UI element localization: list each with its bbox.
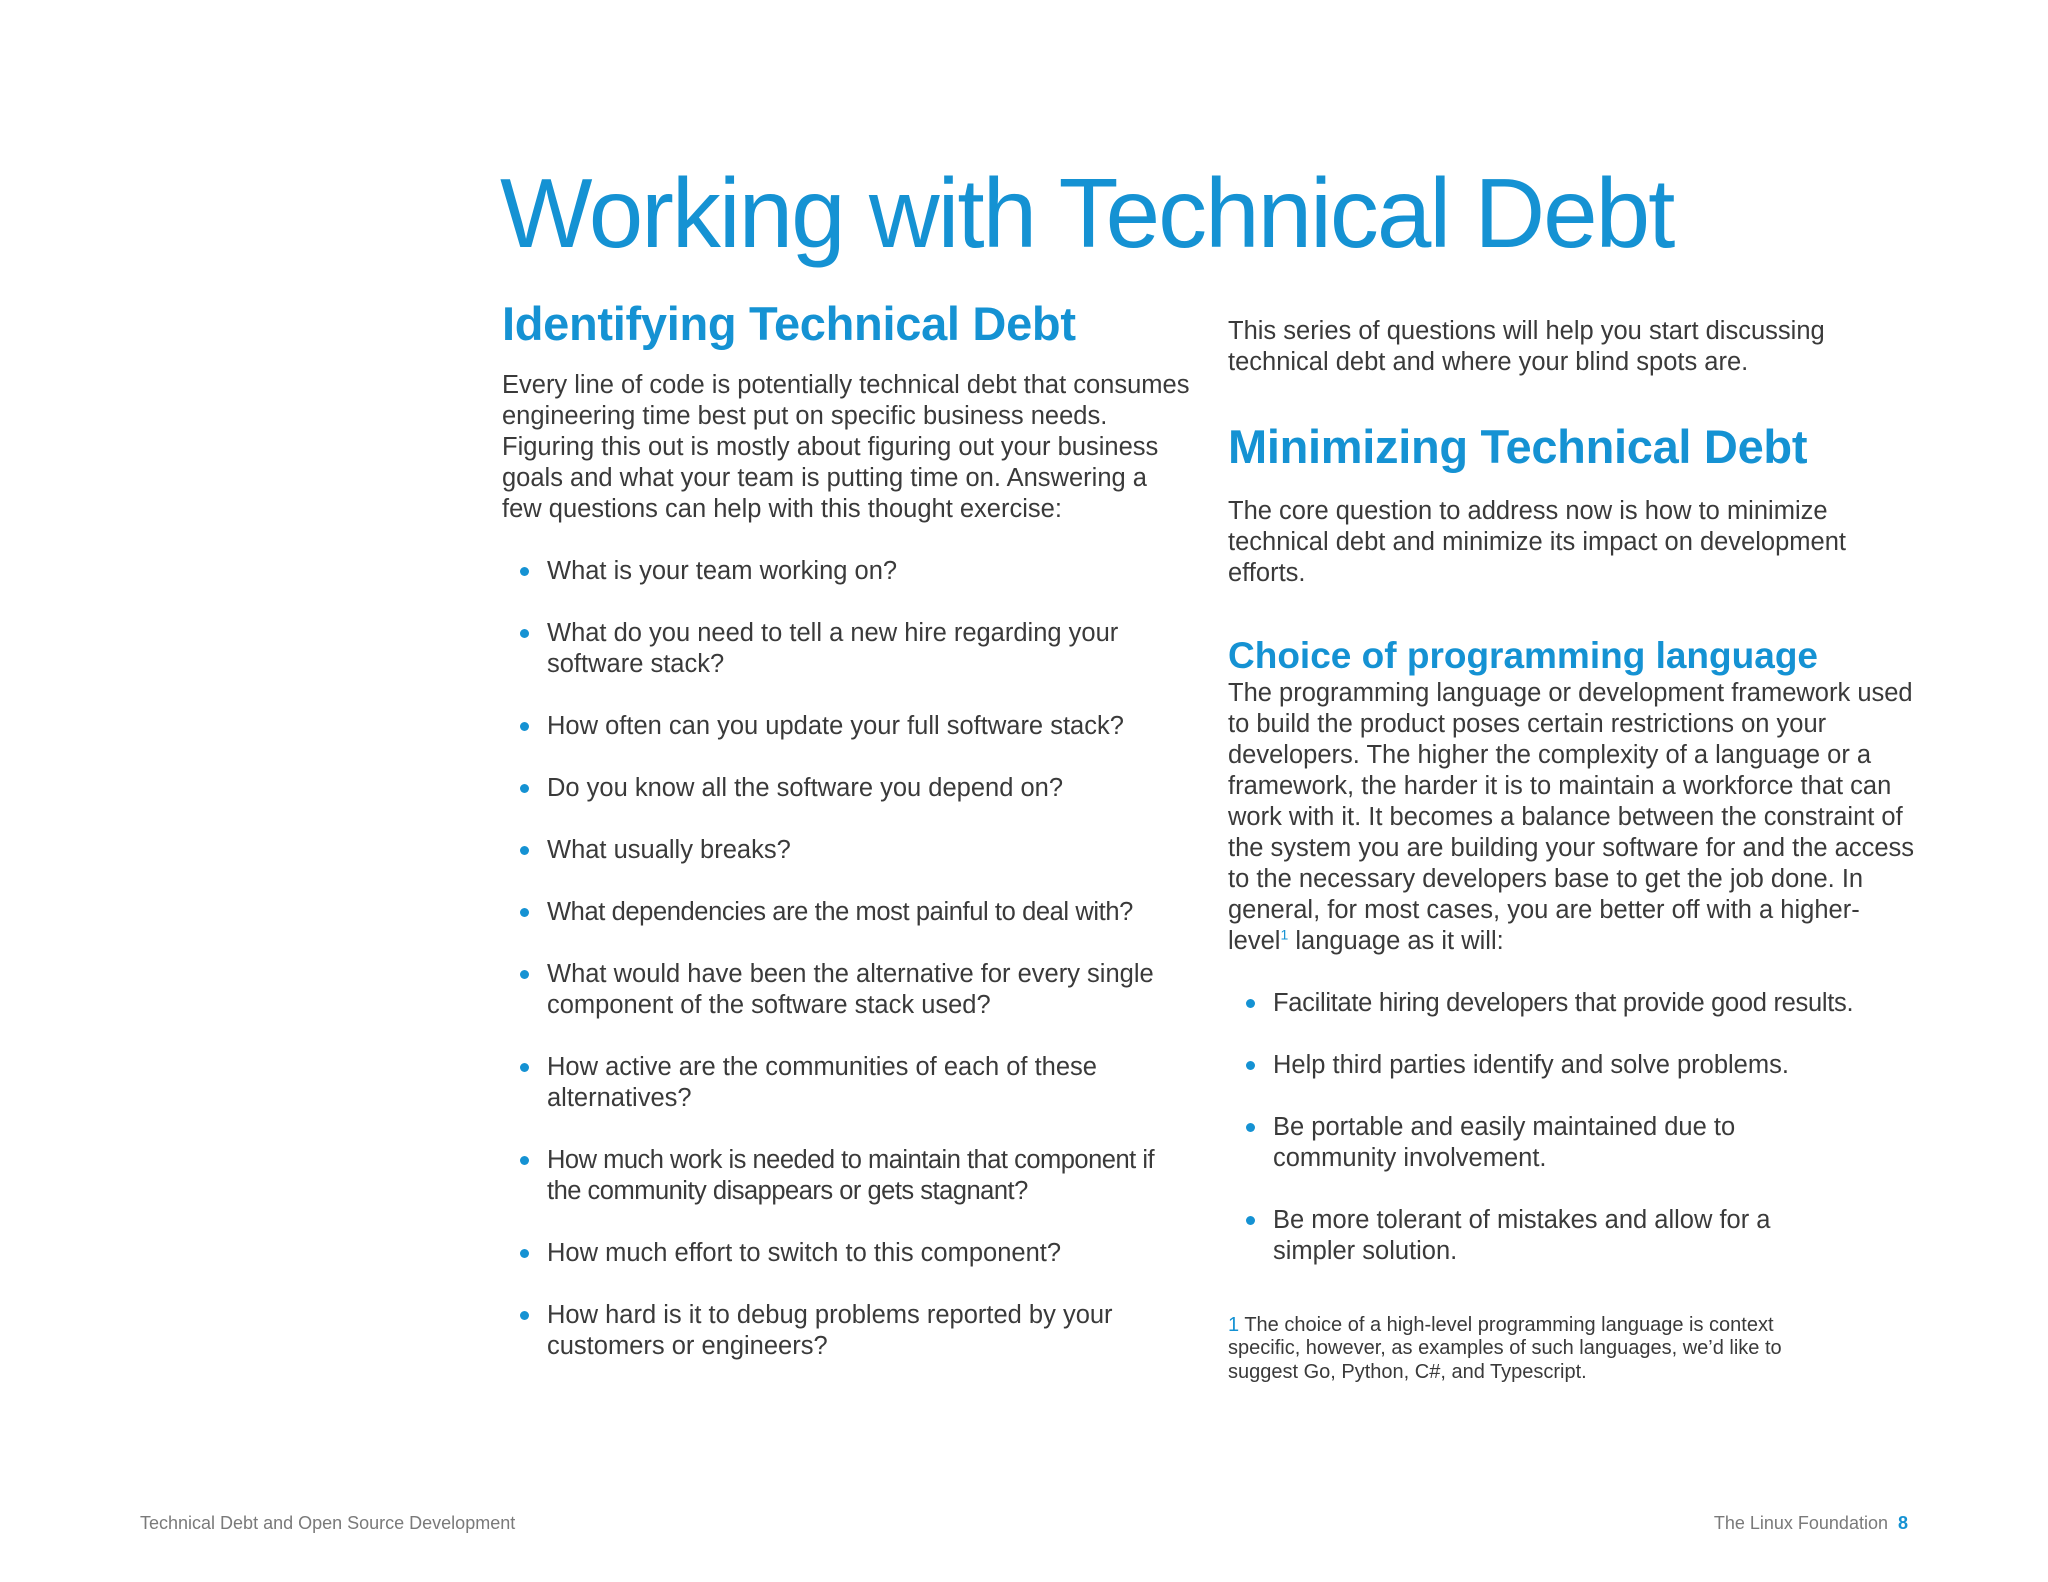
list-item	[502, 1145, 1192, 1207]
list-item-text: Facilitate hiring developers that provide good results.	[1273, 988, 1854, 1017]
benefit-list	[1228, 988, 1918, 1267]
list-item-text: How much effort to switch to this component?	[547, 1239, 1062, 1268]
list-item	[1228, 1050, 1918, 1081]
list-item	[1228, 1205, 1918, 1267]
language-paragraph-text: The programming language or development framework used to build the product poses certain restrictions on your developers. The higher the complexity of a language or a framework, the harder it is to maintain a workforce that can work with it. It becomes a balance between the constraint of the system you are building your software for and the access to the necessary developers base to get the job done. In general, for most cases, you are better off with a higher-level	[1228, 678, 1915, 955]
footnote	[1228, 1314, 1848, 1385]
footer-publisher	[1714, 1513, 1908, 1534]
footer-publisher-name: The Linux Foundation	[1713, 1513, 1888, 1533]
list-item-text: How much work is needed to maintain that component if the community disappears or gets stagnant?	[547, 1146, 1155, 1206]
bullet-icon	[520, 1311, 529, 1320]
language-paragraph	[1228, 678, 1918, 957]
list-item	[502, 618, 1192, 680]
list-item	[502, 556, 1192, 587]
right-column	[1228, 316, 1918, 1384]
list-item	[1228, 988, 1918, 1019]
bullet-icon	[520, 784, 529, 793]
list-item-text: What dependencies are the most painful to deal with?	[547, 898, 1133, 927]
left-column	[502, 296, 1192, 1362]
question-list	[502, 556, 1192, 1362]
bullet-icon	[520, 567, 529, 576]
questions-intro: This series of questions will help you start discussing technical debt and where your blind spots are.	[1228, 317, 1825, 376]
identifying-heading: Identifying Technical Debt	[502, 297, 1076, 350]
bullet-icon	[1246, 1123, 1255, 1132]
bullet-icon	[520, 908, 529, 917]
bullet-icon	[520, 970, 529, 979]
list-item-text: What usually breaks?	[547, 836, 791, 865]
page-title: Working with Technical Debt	[500, 158, 1674, 268]
list-item-text: How often can you update your full software stack?	[547, 712, 1124, 741]
bullet-icon	[1246, 1061, 1255, 1070]
footer-document-title: Technical Debt and Open Source Development	[140, 1513, 516, 1533]
footnote-reference[interactable]: 1	[1280, 926, 1289, 943]
list-item-text: Help third parties identify and solve problems.	[1273, 1050, 1789, 1079]
list-item-text: Be more tolerant of mistakes and allow for a simpler solution.	[1273, 1205, 1771, 1265]
list-item	[502, 711, 1192, 742]
page-number: 8	[1897, 1513, 1908, 1533]
bullet-icon	[520, 846, 529, 855]
bullet-icon	[520, 722, 529, 731]
bullet-icon	[1246, 999, 1255, 1008]
list-item-text: Do you know all the software you depend on?	[547, 774, 1064, 803]
list-item	[502, 959, 1192, 1021]
language-paragraph-end: language as it will:	[1295, 926, 1504, 955]
bullet-icon	[520, 1156, 529, 1165]
list-item	[502, 835, 1192, 866]
bullet-icon	[520, 1063, 529, 1072]
language-subheading: Choice of programming language	[1228, 635, 1818, 677]
list-item	[502, 1238, 1192, 1269]
bullet-icon	[1246, 1216, 1255, 1225]
minimizing-heading: Minimizing Technical Debt	[1228, 420, 1808, 473]
list-item-text: Be portable and easily maintained due to community involvement.	[1273, 1112, 1736, 1172]
bullet-icon	[520, 629, 529, 638]
list-item-text: What would have been the alternative for every single component of the software stack used?	[547, 960, 1154, 1020]
list-item-text: How active are the communities of each of these alternatives?	[547, 1053, 1097, 1113]
footnote-text: The choice of a high-level programming language is context specific, however, as examples of such languages, we’d like to suggest Go, Python, C#, and Typescript.	[1228, 1313, 1782, 1383]
list-item-text: What do you need to tell a new hire regarding your software stack?	[547, 619, 1119, 679]
list-item-text: What is your team working on?	[547, 557, 898, 586]
list-item	[502, 773, 1192, 804]
list-item-text: How hard is it to debug problems reported by your customers or engineers?	[547, 1301, 1113, 1361]
list-item	[502, 1300, 1192, 1362]
list-item	[1228, 1112, 1918, 1174]
list-item	[502, 1052, 1192, 1114]
footnote-number: 1	[1228, 1313, 1240, 1336]
identifying-intro: Every line of code is potentially technical debt that consumes engineering time best put on specific business needs. Figuring this out is mostly about figuring out your business goals and what your team is putting time on. Answering a few questions can help with this thought exercise:	[502, 371, 1190, 524]
list-item	[502, 897, 1192, 928]
core-question-text: The core question to address now is how to minimize technical debt and minimize its impact on development efforts.	[1228, 497, 1846, 588]
bullet-icon	[520, 1249, 529, 1258]
